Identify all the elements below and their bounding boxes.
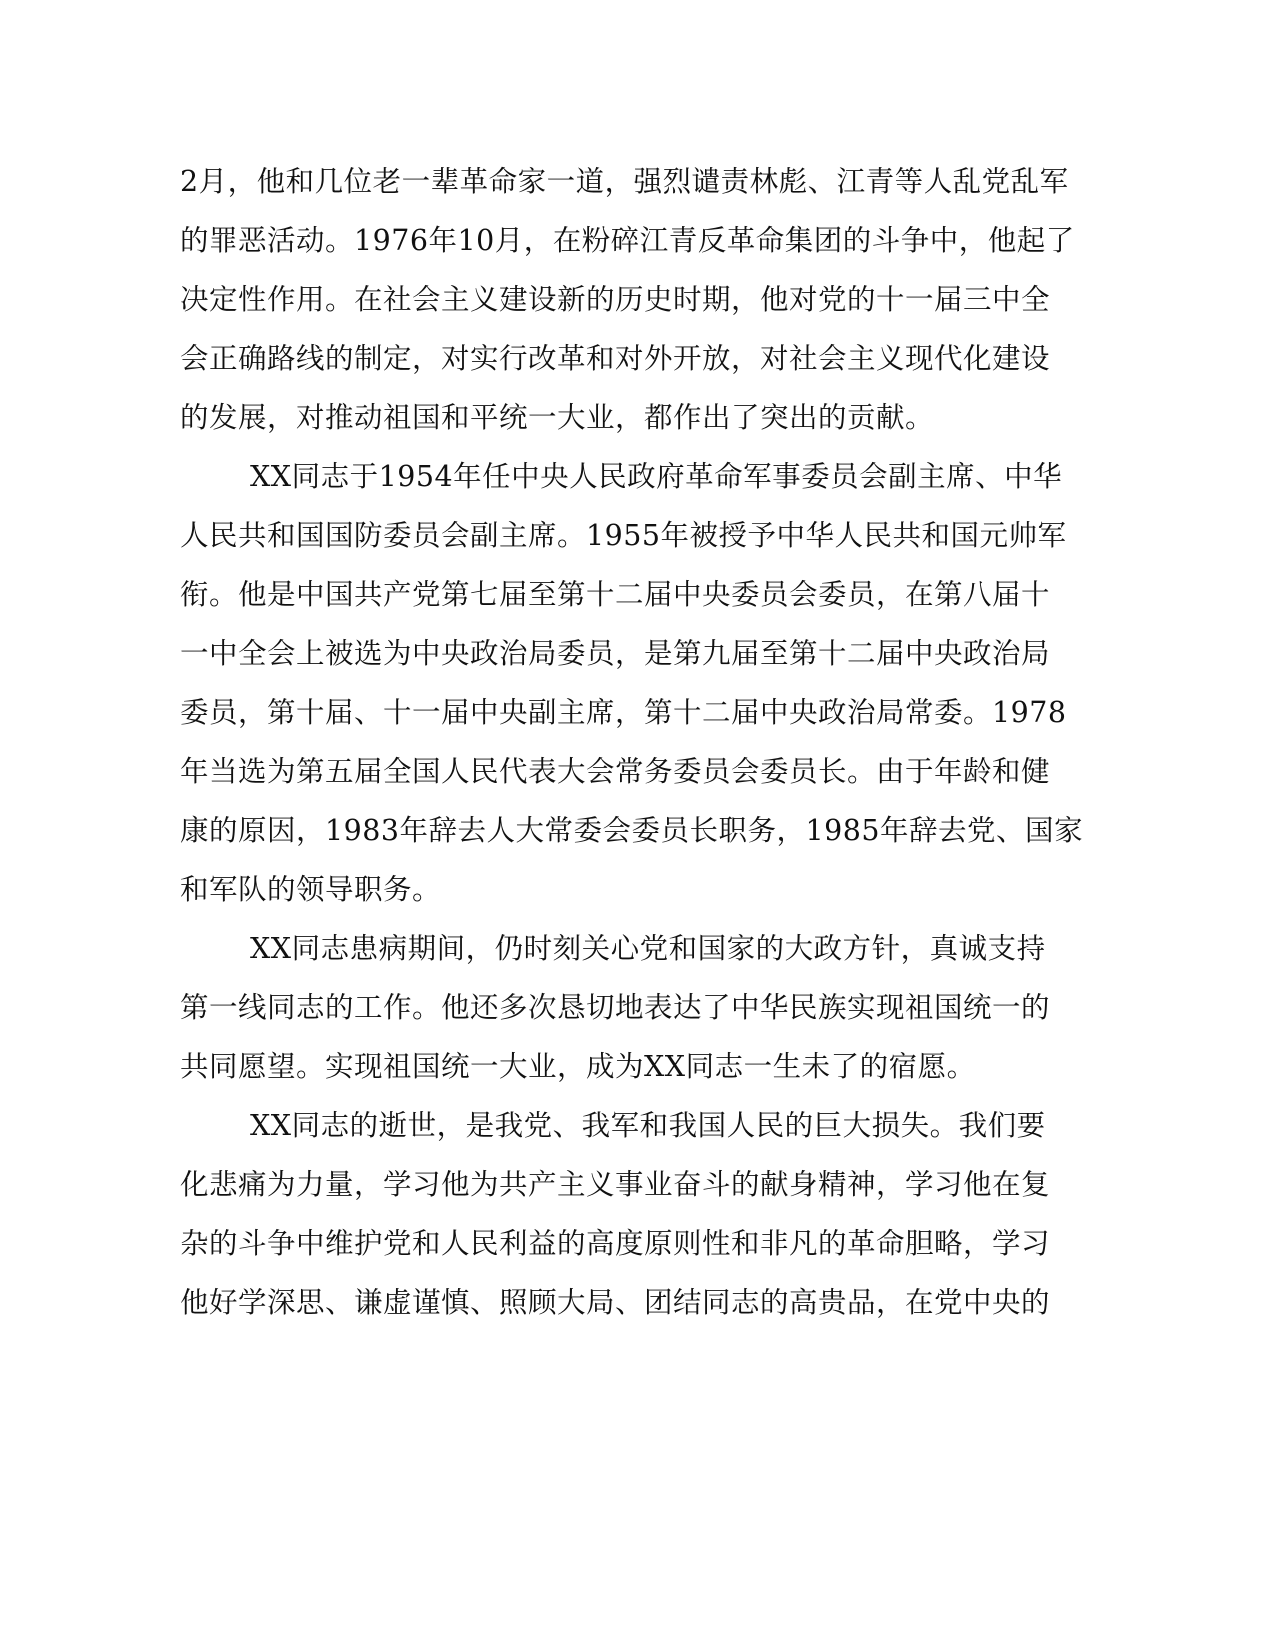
paragraph	[180, 1096, 1051, 1332]
text-line: 2月，他和几位老一辈革命家一道，强烈谴责林彪、江青等人乱党乱军	[180, 165, 1069, 198]
paragraph	[180, 152, 1075, 447]
text-line: 共同愿望。实现祖国统一大业，成为XX同志一生未了的宿愿。	[180, 1050, 976, 1083]
text-line: 一中全会上被选为中央政治局委员，是第九届至第十二届中央政治局	[180, 637, 1051, 670]
text-line: 衔。他是中国共产党第七届至第十二届中央委员会委员，在第八届十	[180, 578, 1051, 611]
text-line: 人民共和国国防委员会副主席。1955年被授予中华人民共和国元帅军	[180, 519, 1067, 552]
text-line: XX同志患病期间，仍时刻关心党和国家的大政方针，真诚支持	[250, 932, 1046, 965]
text-line: 的发展，对推动祖国和平统一大业，都作出了突出的贡献。	[180, 401, 935, 434]
text-line: 化悲痛为力量，学习他为共产主义事业奋斗的献身精神，学习他在复	[180, 1168, 1051, 1201]
text-line: 第一线同志的工作。他还多次恳切地表达了中华民族实现祖国统一的	[180, 991, 1051, 1024]
paragraph	[180, 919, 1051, 1096]
text-line: 他好学深思、谦虚谨慎、照顾大局、团结同志的高贵品，在党中央的	[180, 1286, 1051, 1319]
document-body	[180, 152, 1084, 1332]
text-line: 和军队的领导职务。	[180, 873, 442, 906]
text-line: 年当选为第五届全国人民代表大会常务委员会委员长。由于年龄和健	[180, 755, 1051, 788]
text-line: 康的原因，1983年辞去人大常委会委员长职务，1985年辞去党、国家	[180, 814, 1084, 847]
text-line: XX同志于1954年任中央人民政府革命军事委员会副主席、中华	[250, 460, 1063, 493]
text-line: 委员，第十届、十一届中央副主席，第十二届中央政治局常委。1978	[180, 696, 1067, 729]
text-line: 杂的斗争中维护党和人民利益的高度原则性和非凡的革命胆略，学习	[180, 1227, 1051, 1260]
text-line: 会正确路线的制定，对实行改革和对外开放，对社会主义现代化建设	[180, 342, 1051, 375]
paragraph	[180, 447, 1084, 919]
text-line: XX同志的逝世，是我党、我军和我国人民的巨大损失。我们要	[250, 1109, 1046, 1142]
text-line: 的罪恶活动。1976年10月，在粉碎江青反革命集团的斗争中，他起了	[180, 224, 1075, 257]
text-line: 决定性作用。在社会主义建设新的历史时期，他对党的十一届三中全	[180, 283, 1051, 316]
